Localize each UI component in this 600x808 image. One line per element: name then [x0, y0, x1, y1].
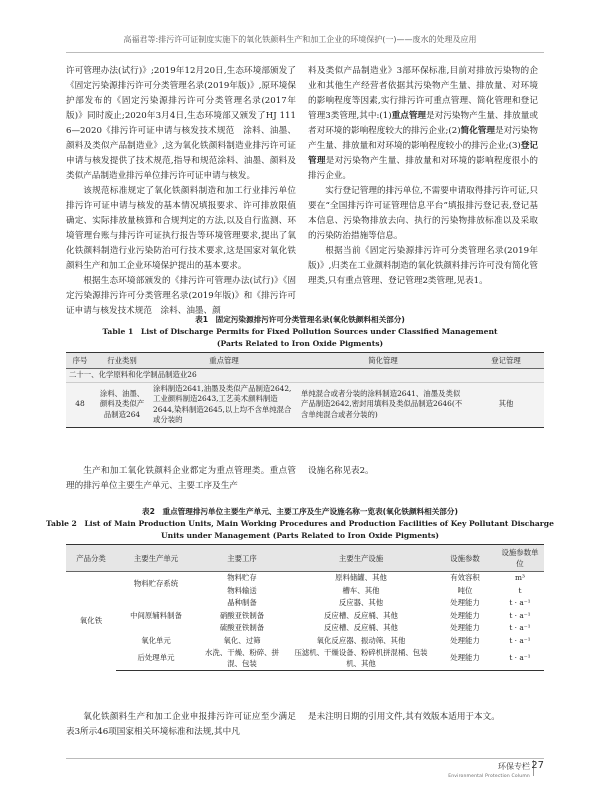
- table-row: [66, 382, 544, 427]
- table-cell: 物料输送: [227, 585, 257, 595]
- col-header: 主要生产设施: [288, 545, 434, 572]
- table-cell: 其他: [468, 382, 544, 427]
- footer-rule: [66, 758, 544, 759]
- col-header: 设施参数: [434, 545, 496, 572]
- table2-title-zh: 表2 重点管理排污单位主要生产单元、主要工序及生产设施名称一览表(氧化铁颜料相关部分): [142, 507, 458, 516]
- table-cell: 有效容积: [450, 573, 480, 582]
- table-row: [66, 572, 544, 585]
- table-cell: t · a⁻¹: [509, 623, 531, 632]
- table1-caption: [0, 314, 600, 350]
- paragraph: 氧化铁颜料生产和加工企业申报排污许可证应至少满足表3所示46项国家相关环境标准和法规,其中凡: [66, 712, 296, 737]
- paragraph: 许可管理办法(试行)》;2019年12月20日,生态环境部颁发了《固定污染源排污许可分类管理名录(2019年版)》,原环境保护部发布的《固定污染源排污许可分类管理名录(2017年版)》同时废止;2020年3月4日,生态环境部又颁发了HJ 1116—2020《排污许可证申请与核发技术规范 涂料、油墨、颜料及类似产品制造业》,这为氧化铁颜料制造业排污许可证申请与核发提供了技术规范,指导和规范涂料、油墨、颜料及类似产品制造业排污单位排污许可证申请与核发。: [66, 66, 296, 181]
- col-header: 产品分类: [66, 545, 116, 572]
- col-header: 主要生产单元: [116, 545, 196, 572]
- table1-title-zh: 表1 固定污染源排污许可分类管理名录(氧化铁颜料相关部分): [195, 315, 405, 324]
- text-run: 是对污染物产生量、排放量和对环境的影响程度很小的排污企业。: [308, 156, 538, 181]
- table-cell: 晶种制备: [227, 598, 257, 607]
- unit-cell: 后处理单元: [116, 647, 196, 671]
- table-cell: 压滤机、干燥设备、粉碎机拼混桶、包装机、其他: [288, 647, 434, 671]
- table-row: [66, 647, 544, 671]
- bold-term: 简化管理: [460, 126, 495, 136]
- table-cell: 反应槽、反应桶、其他: [324, 623, 398, 632]
- table-cell: 氧化、过筛: [223, 635, 261, 645]
- table-row: [66, 369, 544, 383]
- col-header: 主要工序: [196, 545, 288, 572]
- bottom-left-text: [66, 710, 296, 740]
- table-row: [66, 597, 544, 610]
- table-cell: 硝酸亚铁制备: [219, 610, 265, 620]
- table-cell: 处理能力: [450, 598, 480, 607]
- mid-right-text: [308, 464, 538, 479]
- table-header-row: [66, 353, 544, 369]
- col-header: 序号: [66, 353, 94, 369]
- col-header: 简化管理: [298, 353, 468, 369]
- table-cell: 反应槽、反应桶、其他: [324, 610, 398, 620]
- table2: [66, 544, 544, 671]
- table2-title-en2: Units under Management (Parts Related to Iron Oxide Pigments): [161, 531, 439, 540]
- table-header-row: [66, 545, 544, 572]
- table-cell: t · a⁻¹: [509, 635, 531, 645]
- table2-title-en: Table 2 List of Main Production Units, Main Working Procedures and Production Facilities of Key Pollutant Discharge: [46, 519, 554, 528]
- table-cell: 反应器、其他: [338, 598, 384, 607]
- product-cell: 氧化铁: [79, 616, 103, 625]
- col-header: 行业类别: [94, 353, 150, 369]
- bold-term: 登记管理: [308, 141, 538, 166]
- unit-cell: 物料贮存系统: [133, 579, 179, 589]
- column-name-zh: 环保专栏: [498, 762, 530, 771]
- bottom-right-text: [308, 710, 538, 725]
- table-cell: 单纯混合或者分装的涂料制造2641、油墨及类似产品制造2642,密封用填料及类似品制造2646(不含单纯混合或者分装的): [298, 382, 468, 427]
- bold-term: 重点管理: [391, 111, 427, 121]
- table-cell: 处理能力: [450, 610, 480, 620]
- paragraph: 实行登记管理的排污单位,不需要申请取得排污许可证,只要在“全国排污许可证管理信息平台”填报排污登记表,登记基本信息、污染物排放去向、执行的污染物排放标准以及采取的污染防治措施等信息。: [308, 186, 538, 241]
- table-cell: 原料储罐、其他: [335, 573, 387, 582]
- table1-title-en: Table 1 List of Discharge Permits for Fixed Pollution Sources under Classified Management: [102, 327, 498, 336]
- running-header: 高福君等:排污许可证制度实施下的氧化铁颜料生产和加工企业的环境保护(一)——废水的处理及应用: [123, 35, 477, 44]
- paragraph: 设施名称见表2。: [308, 466, 374, 476]
- table-cell: 涂料制造2641,油墨及类似产品制造2642,工业颜料制造2643,工艺美术颜料制造2644,染料制造2645,以上均不含单纯混合或分装的: [150, 382, 298, 427]
- table2-caption: [0, 506, 600, 542]
- table-row: [66, 635, 544, 648]
- table-cell: 处理能力: [434, 647, 496, 671]
- table-cell: 物料贮存: [227, 573, 257, 582]
- table1-title-en2: (Parts Related to Iron Oxide Pigments): [216, 339, 384, 348]
- table-cell: t · a⁻¹: [509, 598, 531, 607]
- paragraph: 根据生态环境部颁发的《排污许可管理办法(试行)》《固定污染源排污许可分类管理名录(2019年版)》和《排污许可证申请与核发技术规范 涂料、油墨、颜: [66, 276, 296, 316]
- text-run: 是对污染物产生量、排放量和对环境的影响程度较小的排污企业;(3): [308, 126, 538, 151]
- table-cell: 槽车、其他: [342, 585, 380, 595]
- mid-left-text: [66, 464, 296, 494]
- paragraph: [308, 64, 538, 184]
- paragraph: 是未注明日期的引用文件,其有效版本适用于本文。: [308, 712, 500, 722]
- table-cell: t · a⁻¹: [509, 610, 531, 620]
- right-column: [308, 64, 538, 289]
- table-cell: m³: [515, 573, 525, 582]
- footer-column-name: [448, 762, 530, 782]
- table-cell: 处理能力: [450, 623, 480, 632]
- col-header: 登记管理: [468, 353, 544, 369]
- table-cell: 硫酸亚铁制备: [219, 623, 265, 632]
- table-cell: 48: [66, 382, 94, 427]
- unit-cell: 中间原辅料制备: [130, 610, 182, 620]
- table-cell: 涂料、油墨、颜料及类似产品制造264: [94, 382, 150, 427]
- table-cell: t · a⁻¹: [496, 647, 544, 671]
- table-cell: 氧化反应器、振动筛、其他: [316, 635, 406, 645]
- page-number: 27: [531, 760, 544, 771]
- paragraph: 该规范标准规定了氧化铁颜料制造和加工行业排污单位排污许可证申请与核发的基本情况填报要求、许可排放限值确定、实际排放量核算和合规判定的方法,以及自行监测、环境管理台账与排污许可证执行报告等环境管理要求,提出了氧化铁颜料制造行业污染防治可行技术要求,这是国家对氧化铁颜料生产和加工企业环境保护提出的基本要求。: [66, 186, 296, 271]
- header-rule: [66, 52, 544, 53]
- unit-cell: 氧化单元: [141, 635, 171, 645]
- table-cell: 处理能力: [450, 635, 480, 645]
- category-cell: 二十一、化学原料和化学制品制造业26: [66, 369, 544, 383]
- left-column: [66, 64, 296, 319]
- table-cell: t: [518, 585, 522, 595]
- text-run: 是对污染物产生量、排放量或者对环境的影响程度较大的排污企业;(2): [308, 111, 538, 136]
- col-header: 设施参数单位: [496, 545, 544, 572]
- table1: [66, 352, 544, 428]
- text-run: 料及类似产品制造业》3部环保标准,目前对排放污染物的企业和其他生产经营者依据其污染物产生量、排放量、对环境的影响程度等因素,实行排污许可重点管理、简化管理和登记管理3类管理,其中:(1): [308, 66, 538, 121]
- paragraph: 生产和加工氧化铁颜料企业都定为重点管理类。重点管理的排污单位主要生产单元、主要工序及生产: [66, 466, 296, 491]
- paragraph: 根据当前《固定污染源排污许可分类管理名录(2019年版)》,归类在工业颜料制造的氧化铁颜料排污许可没有简化管理类,只有重点管理、登记管理2类管理,见表1。: [308, 246, 538, 286]
- col-header: 重点管理: [150, 353, 298, 369]
- table-cell: 吨位: [457, 585, 473, 595]
- column-name-en: Environmental Protection Column: [448, 774, 530, 779]
- table-cell: 水洗、干燥、粉碎、拼混、包装: [196, 647, 288, 671]
